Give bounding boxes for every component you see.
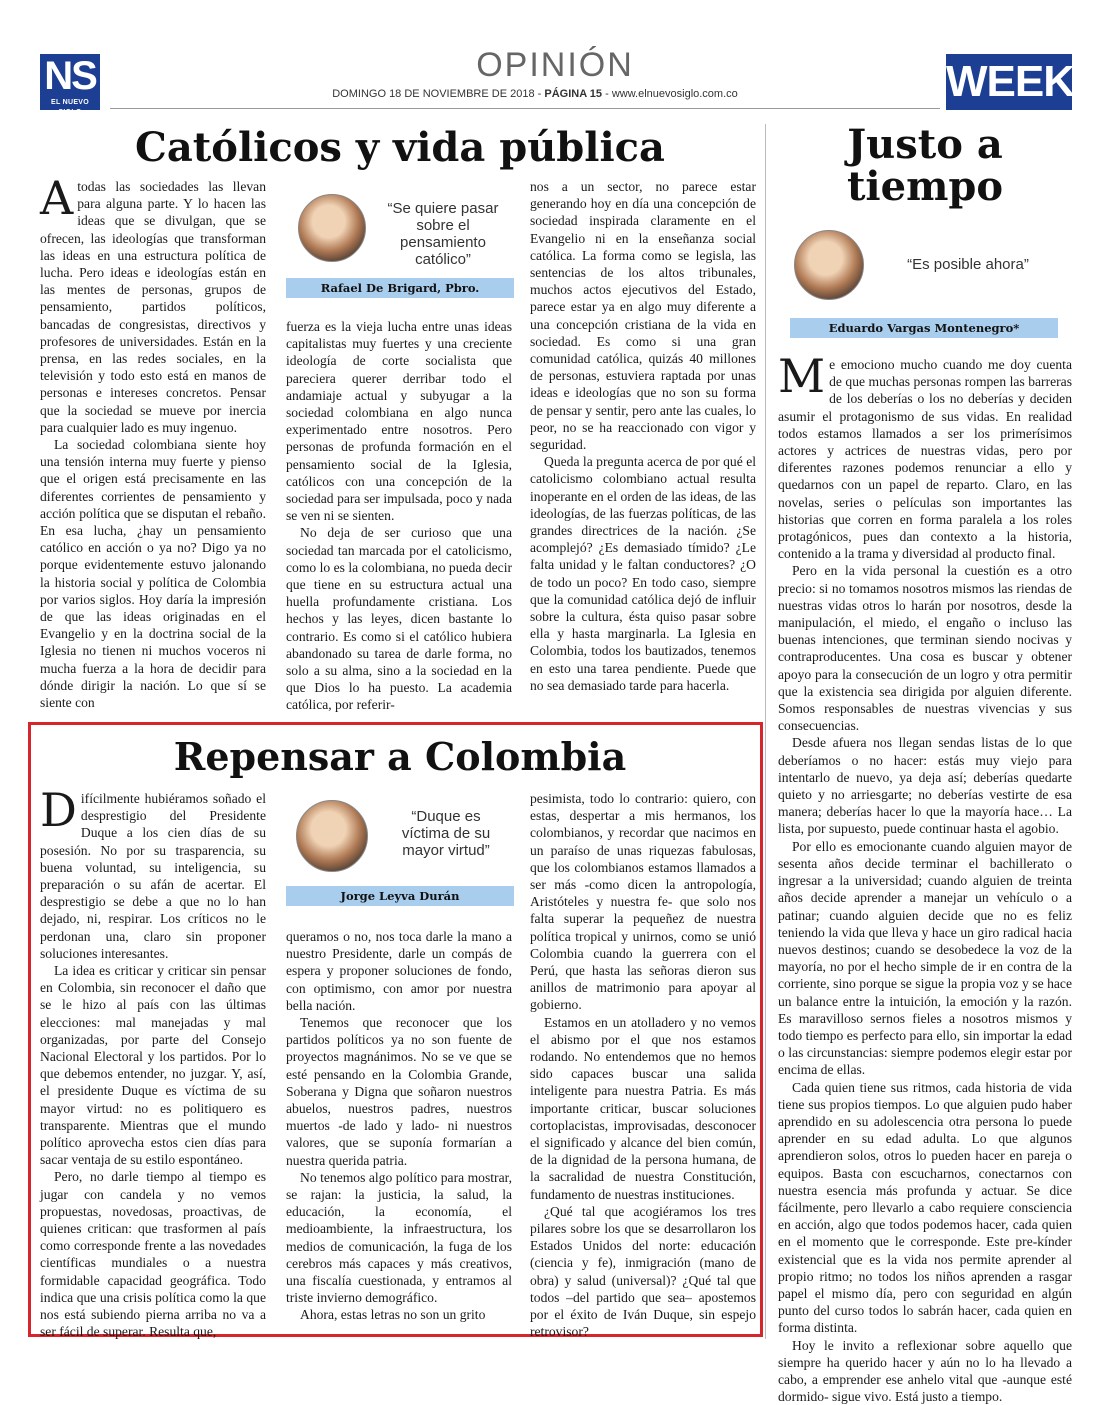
author-name: Rafael De Brigard, Pbro. xyxy=(286,278,514,298)
dateline xyxy=(300,88,770,100)
pull-quote: “Duque es víctima de su mayor virtud” xyxy=(401,808,491,859)
article-1-paragraph: La sociedad colombiana siente hoy una tensión interna muy fuerte y pienso que el origen está precisamente en las diferentes corrientes de pensamiento y acción política que se disputan el rebaño. En esa lucha, ¿hay un pensamiento católico en acción o ya no? Digo ya no porque evidentemente estuvo jalonando la historia social y política de Colombia por varios siglos. Hoy daría la impresión de que las ideas originadas en el Evangelio y en la doctrina social de la Iglesia no tienen ni muchos voceros ni mucha fuerza a la hora de decidir para dónde dirigir la nación. Lo que sí se siente con xyxy=(40,437,266,711)
article-3-paragraph: queramos o no, nos toca darle la mano a nuestro Presidente, darle un compás de espera y proponer soluciones de fondo, con optimismo, con amor por nuestra bella nación. xyxy=(286,929,512,1013)
dropcap: M xyxy=(778,349,826,403)
author-box-1 xyxy=(286,190,514,302)
article-3-paragraph: Ahora, estas letras no son un grito xyxy=(300,1307,486,1323)
article-2-paragraph: Hoy le invito a reflexionar sobre aquello que siempre ha querido hacer y aún no lo ha llevado a cabo, a emprender ese anhelo vital que -aunque esté dormido- sigue vivo. Está justo a tiempo. xyxy=(778,1337,1072,1405)
author-photo xyxy=(794,230,864,300)
article-1-col-2 xyxy=(286,318,512,714)
article-3-paragraph: Estamos en un atolladero y no vemos el abismo por el que nos estamos rodando. No entendemos que no hemos sido capaces buscar una salida inteligente para nuestra Patria. Es más importante criticar, buscar soluciones cortoplacistas, improvisadas, desconocer el significado y alcance del bien común, de la dignidad de la persona humana, de la sacralidad de nuestra Constitución, fundamento de nuestras instituciones. xyxy=(530,1014,756,1202)
article-1-paragraph: Atodas las sociedades las llevan para alguna parte. Y lo hacen las ideas que se divulgan, que se ofrecen, las ideologías que transforman las ideas en una estructura política de lucha. Pero ideas e ideologías están en las mentes de personas, grupos de pensamiento, partidos políticos, bancadas de congresistas, directivos y profesores de universidades. Están en la prensa, en las redes sociales, en la televisión y todo esto está en manos de personas e intereses concretos. Pensar que la sociedad se mueve por inercia para cualquier lado es muy ingenuo. xyxy=(40,171,266,435)
article-1-paragraph: Queda la pregunta acerca de por qué el catolicismo colombiano actual resulta inoperante en el orden de las ideas, de las ideologías, de las fuerzas políticas, de las grandes directrices de la nación. ¿Se acomplejó? ¿Es demasiado tímido? ¿Le falta unidad y le faltan conductores? ¿O de todo un poco? En todo caso, siempre que la comunidad católica dejó de influir sobre la cultura, ésta quiso pasar sobre ella y hasta marginarla. La Iglesia en Colombia, todos los bautizados, tenemos en esto una tarea pendiente. Puede que no sea demasiado tarde para hacerla. xyxy=(530,454,756,693)
dropcap: D xyxy=(40,783,77,837)
dropcap: A xyxy=(40,171,74,225)
article-3-paragraph: Pero, no darle tiempo al tiempo es jugar con candela y no vemos propuestas, novedosas, proactivas, de quienes critican: que trasformen al país como corresponde frente a las novedades científicas mundiales o a nuestra formidable capacidad geográfica. Todo indica que una crisis política como la que nos está subiendo pierna arriba no va a ser fácil de superar. Resulta que, xyxy=(40,1169,266,1340)
article-1-paragraph: nos a un sector, no parece estar generando hoy en día una concepción de sociedad inspirada claramente en el Evangelio ni en la enseñanza social católica. La forma como se legisla, las sentencias de los altos tribunales, muchos actos ejecutivos del Estado, parece estar ya en algo muy diferente a una concepción cristiana de la vida en sociedad. Es como si una gran comunidad católica, quizás 40 millones de personas, estuviera raptada por unas ideas e ideologías que no son su forma de pensar y sentir, pero ante las cuales, lo peor, no se ha reaccionado con vigor y seguridad. xyxy=(530,179,756,453)
article-3-paragraph: La idea es criticar y criticar sin pensar en Colombia, sin reconocer el daño que se le hizo al país con las últimas elecciones: mal manejadas y mal organizadas, por parte del Consejo Nacional Electoral y los partidos. Por lo que debemos entender, no juzgar. Y, así, el presidente Duque es víctima de su mayor virtud: no es politiquero es transparente. Mientras que el mundo político aprovecha estos cien días para sacar ventaja de su estilo espontáneo. xyxy=(40,963,266,1168)
article-1-title: Católicos y vida pública xyxy=(135,124,665,171)
article-1-paragraph: No deja de ser curioso que una sociedad tan marcada por el catolicismo, como lo es la colombiana, no pueda decir que tiene en su estructura actual una huella profundamente cristiana. Los hechos y las leyes, dicen bastante lo contrario. Es como si el católico hubiera abandonado su tarea de darle forma, no solo a su alma, sino a la sociedad en la que Dios lo ha puesto. La academia católica, por referir- xyxy=(286,525,512,713)
article-2-paragraph: Por ello es emocionante cuando alguien mayor de sesenta años decide terminar el bachillerato o ingresar a la universidad; cuando alguien de treinta años decide aprender a manejar un vehículo o a patinar; cuando alguien decide que no es feliz teniendo la vida que lleva y hace un giro radical hacia nuevos destinos; cuando se desobedece la voz de la mayoría, no por el hecho simple de ir en contra de la corriente, sino porque se sigue la propia voz y se hace un balance entre la intuición, la emoción y la razón. Es maravilloso sernos fieles a nosotros mismos y todo tiempo es perfecto para ello, sin importar la edad o las circunstancias: siempre podemos elegir estar por encima de ellas. xyxy=(778,838,1072,1078)
pull-quote: “Es posible ahora” xyxy=(907,256,1029,273)
article-2-title: Justo a tiempo xyxy=(846,121,1004,210)
author-photo xyxy=(296,800,368,872)
article-3-col-3 xyxy=(530,790,756,1341)
author-name: Eduardo Vargas Montenegro* xyxy=(790,318,1058,338)
date-text: DOMINGO 18 DE NOVIEMBRE DE 2018 - xyxy=(332,88,542,100)
article-2-paragraph: Pero en la vida personal la cuestión es a otro precio: si no tomamos nosotros mismos las riendas de nuestras vidas otros lo harán por nosotros, desde la manipulación, el miedo, el engaño o incluso las buenas intenciones, que terminan siendo nocivas y contraproducentes. Una cosa es buscar y obtener apoyo para la consecución de un logro y otra permitir que la existencia sea dirigida por alguien diferente. Somos responsables de nuestras vivencias y sus consecuencias. xyxy=(778,563,1072,734)
author-photo xyxy=(298,194,366,262)
author-name: Jorge Leyva Durán xyxy=(286,886,514,906)
week-logo: WEEK xyxy=(946,54,1072,110)
article-3-paragraph: Difícilmente hubiéramos soñado el desprestigio del Presidente Duque a los cien días de su posesión. No por su trasparencia, su buena voluntad, su inteligencia, su preparación o su afán de acertar. El desprestigio se debe a que no lo han dejado, ni, respirar. Los críticos no le perdonan una, claro sin proponer soluciones interesantes. xyxy=(40,783,266,961)
logo-letters: NS xyxy=(44,54,96,98)
column-divider xyxy=(765,124,766,1339)
author-box-3 xyxy=(286,798,514,910)
logo-name: EL NUEVO SIGLO xyxy=(50,99,90,116)
article-2-paragraph: Me emociono mucho cuando me doy cuenta de que muchas personas rompen las barreras de los deberías o los no deberías y deciden asumir el protagonismo de sus vidas. En realidad todos estamos llamados a ser los primerísimos actores y actrices de nuestras vidas, pero por diferentes razones podemos renunciar a ello y quedarnos con un papel de reparto. Claro, en las novelas, series o películas son importantes las historias que corren en forma paralela a los roles protagónicos, pues dan contexto a la historia, contenido a la trama y diversidad al producto final. xyxy=(778,349,1072,562)
article-3-col-2 xyxy=(286,928,512,1324)
page-number: PÁGINA 15 xyxy=(544,88,603,100)
article-1-col-3 xyxy=(530,178,756,694)
article-3-title: Repensar a Colombia xyxy=(173,734,627,779)
article-1-paragraph: fuerza es la vieja lucha entre unas ideas capitalistas muy fuertes y una creciente ideología de corte socialista que pareciera querer derribar todo el andamiaje actual y subyugar a la sociedad colombiana en algo nunca experimentado entre nosotros. Pero personas de profunda formación en el pensamiento social de la Iglesia, católicos con una concepción de la sociedad para ser impulsada, poco y nada se ven ni se sienten. xyxy=(286,319,512,524)
article-2-paragraph: Desde afuera nos llegan sendas listas de lo que deberíamos o no hacer: estás muy viejo para intentarlo de nuevo, ya deja así; deberías quedarte quieto y no arriesgarte; no deberías vestirte de esa manera; deberías hacer lo que la mayoría hace… La lista, por supuesto, puede continuar hasta el agobio. xyxy=(778,735,1072,837)
article-2-body xyxy=(778,349,1072,1405)
header-rule xyxy=(110,108,940,109)
site-url: - www.elnuevosiglo.com.co xyxy=(605,88,738,100)
article-3-paragraph: pesimista, todo lo contrario: quiero, con estas, despertar a mis hermanos, los colombianos, y recordar que nacimos en un paraíso de unas riquezas fabulosas, que los colombianos estamos llamados a ser más -como dicen la antropología, Aristóteles y nuestra fe- que solo nos falta superar la pequeñez de nuestra política tropical y unirnos, como se unió Colombia cuando la guerrera con el Perú, que hasta las señoras dieron sus anillos de matrimonio para apoyar al gobierno. xyxy=(530,791,756,1013)
article-2-paragraph: Cada quien tiene sus ritmos, cada historia de vida tiene sus propios tiempos. Lo que alguien pudo haber aprendido en su adolescencia otra persona lo puede aprender en su edad adulta. Lo que algunos aprendieron solos, otros lo pueden hacer en pareja o equipos. Basta con escucharnos, conectarnos con nuestra esencia más profunda y actuar. Se dice fácilmente, pero llevarlo a cabo requiere consciencia en acción, algo que todos podemos hacer, cada quien en el momento que le corresponde. Este pre-kínder existencial que es la vida nos permite aprender al propio ritmo; no todos los niños aprenden a rasgar papel el mismo día, pero con seguridad en algún punto del curso todos lo sabrán hacer, cada quien en forma distinta. xyxy=(778,1079,1072,1336)
pull-quote: “Se quiere pasar sobre el pensamiento católico” xyxy=(387,200,499,268)
author-box-2 xyxy=(790,228,1058,342)
section-title: OPINIÓN xyxy=(476,46,634,84)
article-3-paragraph: Tenemos que reconocer que los partidos políticos ya no son fuente de proyectos magnánimos. No se ve que se esté pensando en la Colombia Grande, Soberana y Digna que soñaron nuestros abuelos, nuestros padres, nuestros muertos -de lado y lado- ni nuestros valores, que se suponía formarían a nuestra querida patria. xyxy=(286,1015,512,1168)
nuevo-siglo-logo xyxy=(40,54,100,116)
article-3-paragraph: No tenemos algo político para mostrar, se rajan: la justicia, la salud, la educación, la economía, el medioambiente, la infraestructura, los medios de comunicación, la fuga de los cerebros más capaces y más creativos, una fiscalía cuestionada, y entramos al triste invierno demográfico. xyxy=(286,1169,512,1306)
article-1-col-1 xyxy=(40,171,266,711)
article-3-col-1 xyxy=(40,783,266,1341)
article-3-paragraph: ¿Qué tal que acogiéramos los tres pilares sobre los que se desarrollaron los Estados Unidos del norte: educación (ciencia y fe), inmigración (mano de obra) y salud (universal)? ¿Qué tal que todos –del partido que sea– apostemos por el éxito de Iván Duque, sin espejo retrovisor? xyxy=(530,1203,756,1340)
